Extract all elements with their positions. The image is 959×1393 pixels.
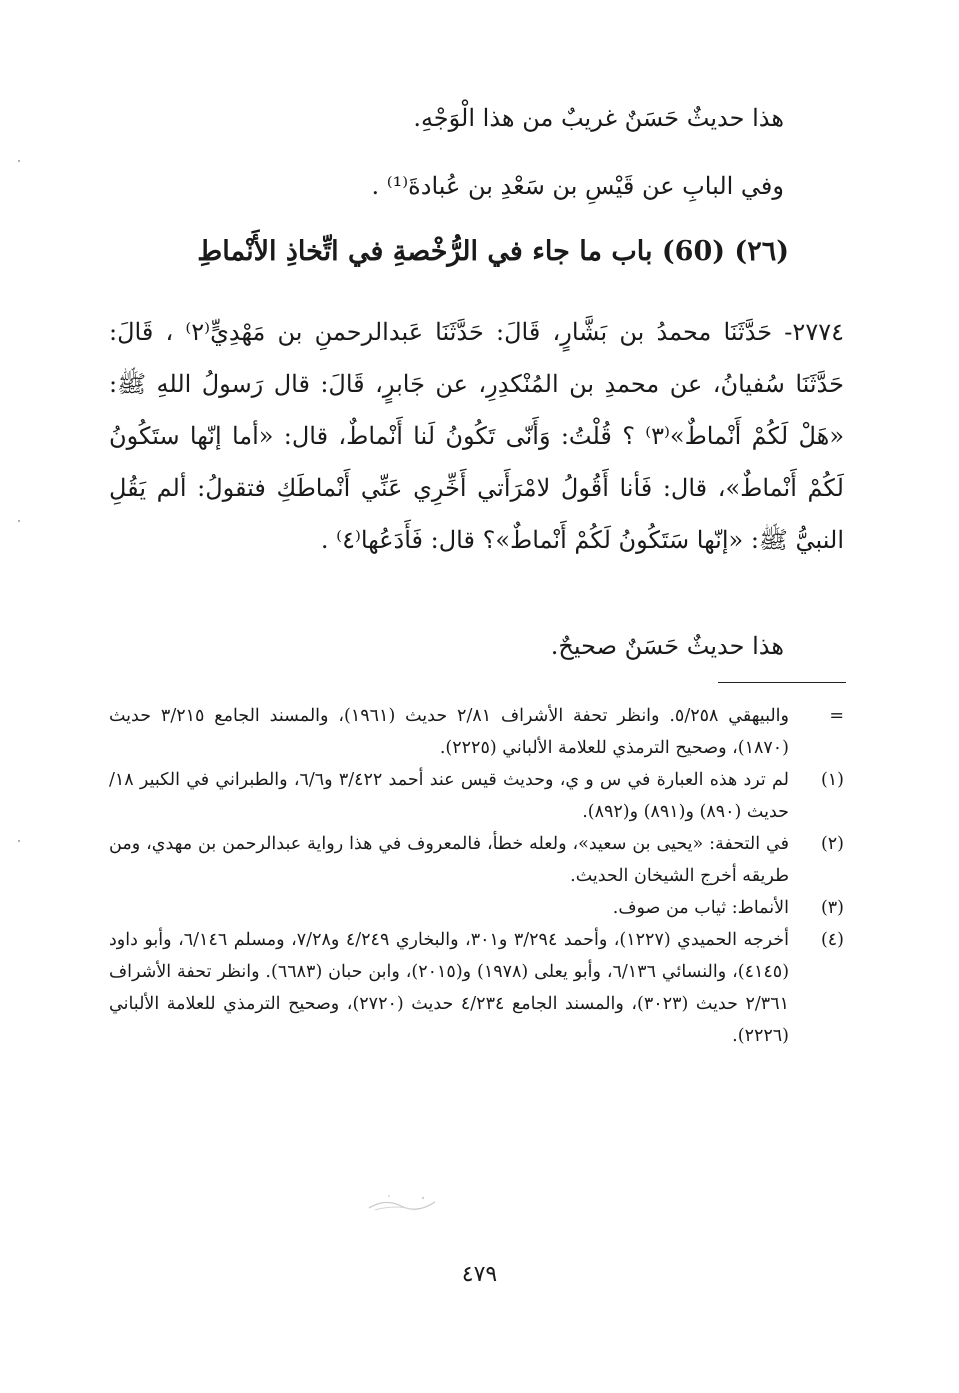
footnote-mark: (١) bbox=[820, 770, 844, 790]
faint-stamp-mark bbox=[365, 1188, 450, 1216]
footnote-1 bbox=[109, 764, 844, 828]
footnote-mark: (٤) bbox=[820, 930, 844, 950]
footnote-text: والبيهقي ٥/٢٥٨. وانظر تحفة الأشراف ٢/٨١ حديث (١٩٦١)، والمسند الجامع ٣/٢١٥ حديث (١٨٧٠)، وصحيح الترمذي للعلامة الألباني (٢٢٢٥). bbox=[109, 706, 789, 758]
footnote-3 bbox=[109, 892, 844, 924]
chapter-reference-line: وفي البابِ عن قَيْسِ بن سَعْدِ بن عُبادةَ⁽¹⁾ . bbox=[371, 172, 784, 200]
footnote-continuation bbox=[109, 700, 844, 764]
footnote-text: لم ترد هذه العبارة في س و ي، وحديث قيس عند أحمد ٣/٤٢٢ و٦/٦، والطبراني في الكبير ١٨/ حديث (٨٩٠) و(٨٩١) و(٨٩٢). bbox=[109, 770, 789, 822]
hadith-paragraph: ٢٧٧٤- حَدَّثَنَا محمدُ بن بَشَّارٍ، قَالَ: حَدَّثَنَا عَبدالرحمنِ بن مَهْدِيٍّ⁽٢⁾ ، قَالَ: حَدَّثَنَا سُفيانُ، عن محمدِ بن المُنْكدِرِ، عن جَابرٍ، قَالَ: قال رَسولُ اللهِ ﷺ: «هَلْ لَكُمْ أَنْماطٌ»⁽٣⁾ ؟ قُلْتُ: وَأَنّى تَكُونُ لَنا أَنْماطٌ، قال: «أما إنّها ستَكُونُ لَكُمْ أَنْماطٌ»، قال: فَأنا أَقُولُ لامْرَأَتي أَخِّرِي عَنِّي أَنْماطَكِ فتقولُ: ألم يَقُلِ النبيُّ ﷺ: «إنّها سَتَكُونُ لَكُمْ أَنْماطٌ»؟ قال: فَأَدَعُها⁽٤⁾ . bbox=[109, 318, 844, 554]
footnote-text: أخرجه الحميدي (١٢٢٧)، وأحمد ٣/٢٩٤ و٣٠١، والبخاري ٤/٢٤٩ و٧/٢٨، ومسلم ٦/١٤٦، وأبو داود (٤١٤٥)، والنسائي ٦/١٣٦، وأبو يعلى (١٩٧٨) و(٢٠١٥)، وابن حبان (٦٦٨٣). وانظر تحفة الأشراف ٢/٣٦١ حديث (٣٠٢٣)، والمسند الجامع ٤/٢٣٤ حديث (٢٧٢٠)، وصحيح الترمذي للعلامة الألباني (٢٢٢٦). bbox=[109, 930, 790, 1046]
footnote-mark: = bbox=[829, 706, 844, 726]
footnote-text: في التحفة: «يحيى بن سعيد»، ولعله خطأ، فالمعروف في هذا رواية عبدالرحمن بن مهدي، ومن طريقه أخرج الشيخان الحديث. bbox=[109, 834, 789, 886]
footnote-text: الأنماط: ثياب من صوف. bbox=[612, 898, 789, 918]
footnote-divider bbox=[718, 682, 846, 683]
footnotes-section bbox=[109, 700, 844, 1052]
footnote-mark: (٣) bbox=[820, 898, 844, 918]
scan-speck bbox=[18, 160, 20, 162]
hadith-verdict: هذا حديثٌ حَسَنٌ صحيحٌ. bbox=[550, 632, 784, 660]
scan-speck bbox=[18, 520, 20, 522]
footnote-2 bbox=[109, 828, 844, 892]
chapter-heading: (٢٦) (60) باب ما جاء في الرُّخْصةِ في اتِّخاذِ الأَنْماطِ bbox=[197, 236, 789, 267]
scan-speck bbox=[18, 840, 20, 842]
page-number: ٤٧٩ bbox=[461, 1262, 498, 1287]
footnote-mark: (٢) bbox=[820, 834, 844, 854]
footnote-4 bbox=[109, 924, 844, 1052]
hadith-text-block bbox=[109, 306, 844, 566]
hadith-grade-line: هذا حديثٌ حَسَنٌ غريبٌ من هذا الْوَجْهِ. bbox=[413, 104, 784, 132]
